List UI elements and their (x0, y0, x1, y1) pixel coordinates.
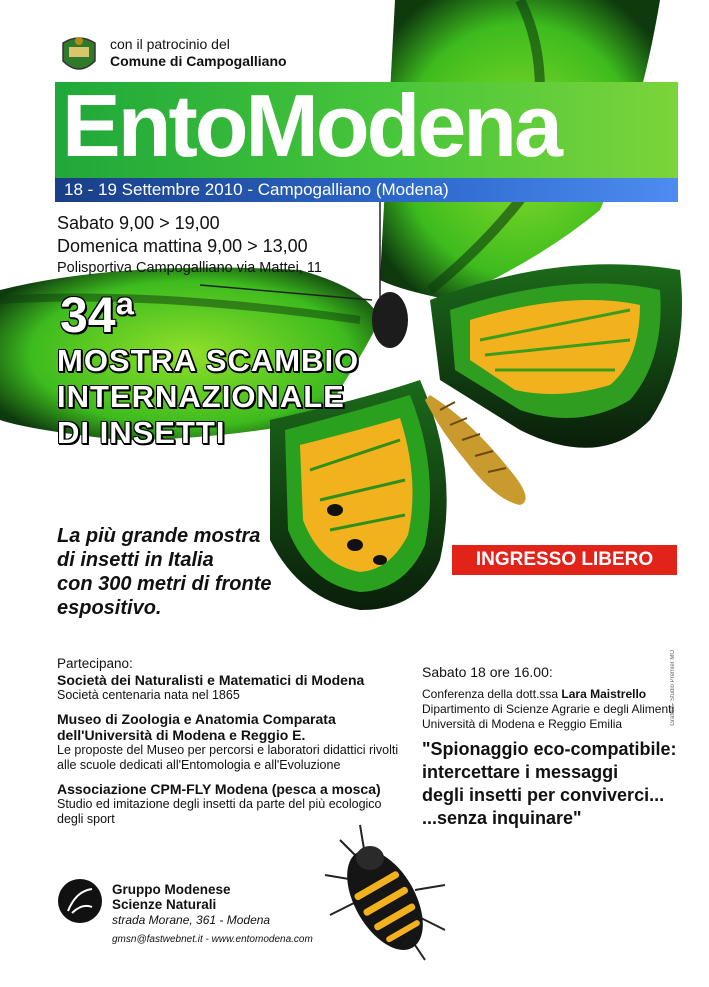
event-title: EntoModena (62, 76, 560, 175)
opening-hours (57, 212, 308, 258)
conference-affil1: Dipartimento di Scienze Agrarie e degli Alimenti (422, 702, 675, 716)
quote-line: "Spionaggio eco-compatibile: (422, 739, 677, 759)
participants-heading: Partecipano: (57, 656, 133, 671)
show-title (57, 343, 359, 451)
event-dates: 18 - 19 Settembre 2010 - Campogalliano (Modena) (64, 180, 449, 199)
participant-desc: Società centenaria nata nel 1865 (57, 688, 240, 702)
participant-name: Associazione CPM-FLY Modena (pesca a mosca) (57, 781, 381, 797)
participant-desc: Le proposte del Museo per percorsi e laboratori didattici rivolti alle scuole dedicati all'Entomologia e all'Evoluzione (57, 743, 399, 772)
organizer (112, 882, 313, 945)
conference-affil2: Università di Modena e Reggio Emilia (422, 717, 623, 731)
tagline-line: La più grande mostra (57, 525, 261, 547)
organizer-contacts: gmsn@fastwebnet.it - www.entomodena.com (112, 934, 313, 945)
participant-name: Società dei Naturalisti e Matematici di Modena (57, 672, 365, 688)
venue-address: Polisportiva Campogalliano via Mattei, 11 (57, 260, 322, 276)
quote-line: intercettare i messaggi (422, 762, 619, 782)
tagline-line: con 300 metri di fronte (57, 573, 272, 595)
tagline-line: espositivo. (57, 597, 162, 619)
design-credit: Grafica - Studio Premier MO (670, 650, 676, 726)
conference-info (422, 664, 702, 732)
quote-line: degli insetti per conviverci... (422, 785, 665, 805)
comune-crest-icon (57, 33, 101, 79)
conference-time: Sabato 18 ore 16.00: (422, 664, 553, 680)
tagline-line: di insetti in Italia (57, 549, 214, 571)
patronage-line1: con il patrocinio del (110, 36, 230, 52)
participant-name: Museo di Zoologia e Anatomia Comparata dell'Università di Modena e Reggio E. (57, 711, 336, 743)
beetle-image (320, 820, 450, 970)
quote-line: ...senza inquinare" (422, 808, 582, 828)
organizer-name2: Scienze Naturali (112, 897, 217, 912)
show-title-line: MOSTRA SCAMBIO (57, 343, 360, 378)
tagline (57, 524, 272, 620)
edition-number: 34ª (60, 287, 135, 343)
conference-title (422, 738, 677, 830)
hours-sunday: Domenica mattina 9,00 > 13,00 (57, 236, 308, 256)
show-title-line: DI INSETTI (57, 415, 226, 450)
conference-speaker: Conferenza della dott.ssa Lara Maistrello (422, 687, 647, 701)
hours-saturday: Sabato 9,00 > 19,00 (57, 213, 220, 233)
free-entry-badge: INGRESSO LIBERO (452, 545, 677, 575)
participant-item (57, 711, 407, 773)
show-title-line: INTERNAZIONALE (57, 379, 345, 414)
organizer-address: strada Morane, 361 - Modena (112, 913, 271, 927)
patronage-line2: Comune di Campogalliano (110, 53, 287, 69)
patronage (110, 36, 287, 70)
organizer-name1: Gruppo Modenese (112, 882, 231, 897)
gmsn-logo-icon (56, 877, 104, 925)
participant-item (57, 672, 417, 703)
participant-desc: Studio ed imitazione degli insetti da parte del più ecologico degli sport (57, 797, 382, 826)
